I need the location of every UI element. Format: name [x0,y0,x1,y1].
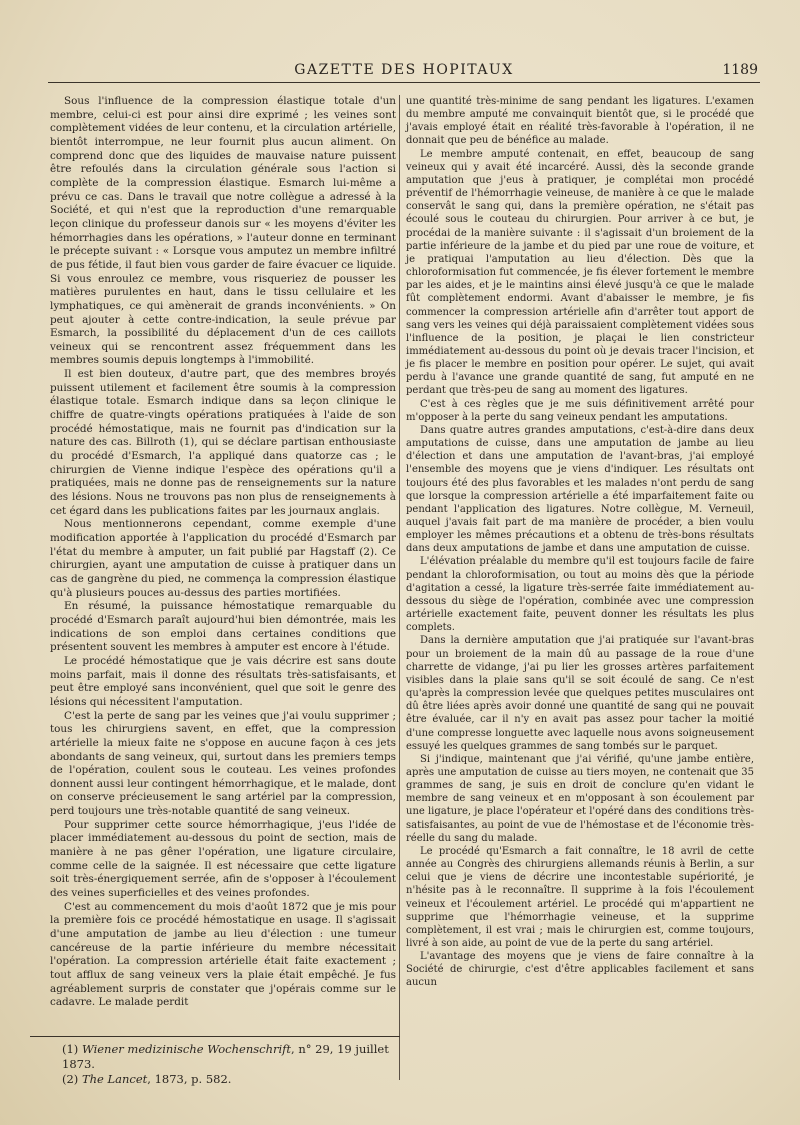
paragraph: Si j'indique, maintenant que j'ai vérifié, qu'une jambe entière, après une amputation de cuisse au tiers moyen, ne contenait que 35 grammes de sang, je suis en droit de conclure qu'en vidant le membre de sang veineux et en m'opposant à son écoulement par une ligature, je place l'opérateur et l'opéré dans des conditions très-satisfaisantes, au point de vue de l'hémostase et de l'économie très-réelle du sang du malade. [406,753,754,844]
paragraph: Dans quatre autres grandes amputations, c'est-à-dire dans deux amputations de cuisse, dans une amputation de jambe au lieu d'élection et dans une amputation de l'avant-bras, j'ai employé l'ensemble des moyens que je viens d'indiquer. Les résultats ont toujours été des plus favorables et les malades n'ont perdu de sang que lorsque la compression artérielle a été imparfaitement faite ou pendant l'application des ligatures. Notre collègue, M. Verneuil, auquel j'avais fait part de ma manière de procéder, a bien voulu employer les mêmes précautions et a obtenu de très-bons résultats dans deux amputations de jambe et dans une amputation de cuisse. [406,424,754,555]
footnote-marker: (2) [62,1072,79,1086]
paragraph: Nous mentionnerons cependant, comme exemple d'une modification apportée à l'application du procédé d'Esmarch par l'état du membre à amputer, un fait publié par Hagstaff (2). Ce chirurgien, ayant une amputation de cuisse à pratiquer dans un cas de gangrène du pied, ne commença la compression élastique qu'à plusieurs pouces au-dessus des parties mortifiées. [50,518,396,599]
paragraph: Le membre amputé contenait, en effet, beaucoup de sang veineux qui y avait été incarcéré. Aussi, dès la seconde grande amputation que j'eus à pratiquer, je complétai mon procédé préventif de l'hémorrhagie veineuse, de manière à ce que le malade conservât le sang qui, dans la première opération, ne s'était pas écoulé sous le couteau du chirurgien. Pour arriver à ce but, je procédai de la manière suivante : il s'agissait d'un broiement de la partie inférieure de la jambe et du pied par une roue de voiture, et je pratiquai l'amputation au lieu d'élection. Dès que la chloroformisation fut commencée, je fis élever fortement le membre par les aides, et je le maintins ainsi élevé jusqu'à ce que le malade fût complètement endormi. Avant d'abaisser le membre, je fis commencer la compression artérielle afin d'arrêter tout apport de sang vers les veines qui déjà paraissaient complètement vidées sous l'influence de la position, je plaçai le lien constricteur immédiatement au-dessous du point où je devais tracer l'incision, et je fis placer le membre en position pour opérer. Le sujet, qui avait perdu à l'avance une grande quantité de sang, fut amputé en ne perdant que très-peu de sang au moment des ligatures. [406,148,754,397]
paragraph: Pour supprimer cette source hémorrhagique, j'eus l'idée de placer immédiatement au-dessous du point de section, mais de manière à ne pas gêner l'opération, une ligature circulaire, comme celle de la saignée. Il est nécessaire que cette ligature soit très-énergiquement serrée, afin de s'opposer à l'écoulement des veines superficielles et des veines profondes. [50,818,396,900]
paragraph: Le procédé hémostatique que je vais décrire est sans doute moins parfait, mais il donne des résultats très-satisfaisants, et peut être employé sans inconvénient, quel que soit le genre des lésions qui nécessitent l'amputation. [50,654,396,708]
journal-title: GAZETTE DES HOPITAUX [294,62,514,78]
footnote-details: , n° 29, 19 juillet 1873. [62,1042,389,1071]
paragraph: En résumé, la puissance hémostatique remarquable du procédé d'Esmarch paraît aujourd'hui bien démontrée, mais les indications de son emploi dans certaines conditions que présentent souvent les membres à amputer est encore à l'étude. [50,600,396,654]
footnote-rule [30,1036,400,1037]
paragraph: une quantité très-minime de sang pendant les ligatures. L'examen du membre amputé me convainquit bientôt que, si le procédé que j'avais employé était en réalité très-favorable à l'opération, il ne donnait que peu de bénéfice au malade. [406,96,754,147]
paragraph: Dans la dernière amputation que j'ai pratiquée sur l'avant-bras pour un broiement de la main dû au passage de la roue d'une charrette de vidange, j'ai pu lier les grosses artères parfaitement visibles dans la plaie sans qu'il se soit écoulé de sang. Ce n'est qu'après la compression levée que quelques petites musculaires ont dû être liées après avoir donné une quantité de sang qui ne pouvait être évaluée, car il n'y en avait pas assez pour tacher la moitié d'une compresse longuette avec laquelle nous avons soigneusement essuyé les quelques grammes de sang tombés sur le parquet. [406,635,754,752]
column-divider [399,95,400,1080]
paragraph: Sous l'influence de la compression élastique totale d'un membre, celui-ci est pour ainsi dire exprimé ; les veines sont complètement vidées de leur contenu, et la circulation artérielle, bientôt interrompue, ne leur fournit plus aucun aliment. On comprend donc que des liquides de mauvaise nature puissent être refoulés dans la circulation générale sous l'action si complète de la compression élastique. Esmarch lui-même a prévu ce cas. Dans le travail que notre collègue a adressé à la Société, et qui n'est que la reproduction d'une remarquable leçon clinique du professeur danois sur « les moyens d'éviter les hémorrhagies dans les opérations, » l'auteur donne en terminant le précepte suivant : « Lorsque vous amputez un membre infiltré de pus fétide, il faut bien vous garder de faire évacuer ce liquide. Si vous enroulez ce membre, vous risqueriez de pousser les matières purulentes en haut, dans le tissu cellulaire et les lymphatiques, ce qui amènerait de grands inconvénients. » On peut ajouter à cette contre-indication, la seule prévue par Esmarch, la possibilité du déplacement d'un de ces caillots veineux qui se rencontrent assez fréquemment dans les membres soumis depuis longtemps à l'immobilité. [50,95,396,367]
footnote-source: Wiener medizinische Wochenschrift [81,1042,292,1056]
footnote-marker: (1) [62,1042,79,1056]
footnote [62,1042,392,1072]
page-number: 1189 [722,62,758,78]
paragraph: Il est bien douteux, d'autre part, que des membres broyés puissent utilement et facilement être soumis à la compression élastique totale. Esmarch indique dans sa leçon clinique le chiffre de quatre-vingts opérations pratiquées à l'aide de son procédé hémostatique, mais ne fournit pas d'indication sur la nature des cas. Billroth (1), qui se déclare partisan enthousiaste du procédé d'Esmarch, l'a appliqué dans quatorze cas ; le chirurgien de Vienne indique l'espèce des opérations qu'il a pratiquées, mais ne donne pas de renseignements sur la nature des lésions. Nous ne trouvons pas non plus de renseignements à cet égard dans les publications faites par les journaux anglais. [50,368,396,517]
left-column [50,95,396,1010]
paragraph: C'est à ces règles que je me suis définitivement arrêté pour m'opposer à la perte du sang veineux pendant les amputations. [406,398,754,423]
paragraph: C'est la perte de sang par les veines que j'ai voulu supprimer ; tous les chirurgiens savent, en effet, que la compression artérielle la mieux faite ne s'oppose en aucune façon à ces jets abondants de sang veineux, qui, surtout dans les premiers temps de l'opération, coulent sous le couteau. Les veines profondes donnent aussi leur contingent hémorrhagique, et le malade, dont on conserve précieusement le sang artériel par la compression, perd toujours une très-notable quantité de sang veineux. [50,709,396,818]
footnotes [62,1042,392,1087]
paragraph: L'élévation préalable du membre qu'il est toujours facile de faire pendant la chloroformisation, ou tout au moins dès que la période d'agitation a cessé, la ligature très-serrée faite immédiatement au-dessous du siège de l'opération, combinée avec une compression artérielle exactement faite, peuvent donner les résultats les plus complets. [406,556,754,634]
paragraph: Le procédé qu'Esmarch a fait connaître, le 18 avril de cette année au Congrès des chirurgiens allemands réunis à Berlin, a sur celui que je viens de décrire une incontestable supériorité, je n'hésite pas à le reconnaître. Il supprime à la fois l'écoulement veineux et l'écoulement artériel. Le procédé qui m'appartient ne supprime que l'hémorrhagie veineuse, et la supprime complètement, il est vrai ; mais le chirurgien est, comme toujours, livré à son aide, au point de vue de la perte du sang artériel. [406,845,754,949]
page-header [48,62,760,83]
footnote [62,1072,392,1087]
paragraph: L'avantage des moyens que je viens de faire connaître à la Société de chirurgie, c'est d'être applicables facilement et sans aucun [406,951,754,989]
right-column [406,95,754,990]
footnote-details: , 1873, p. 582. [147,1072,232,1086]
paragraph: C'est au commencement du mois d'août 1872 que je mis pour la première fois ce procédé hémostatique en usage. Il s'agissait d'une amputation de jambe au lieu d'élection : une tumeur cancéreuse de la partie inférieure du membre nécessitait l'opération. La compression artérielle était faite exactement ; tout afflux de sang veineux vers la plaie était empêché. Je fus agréablement surpris de constater que j'opérais comme sur le cadavre. Le malade perdit [50,900,396,1009]
footnote-source: The Lancet [81,1072,148,1086]
